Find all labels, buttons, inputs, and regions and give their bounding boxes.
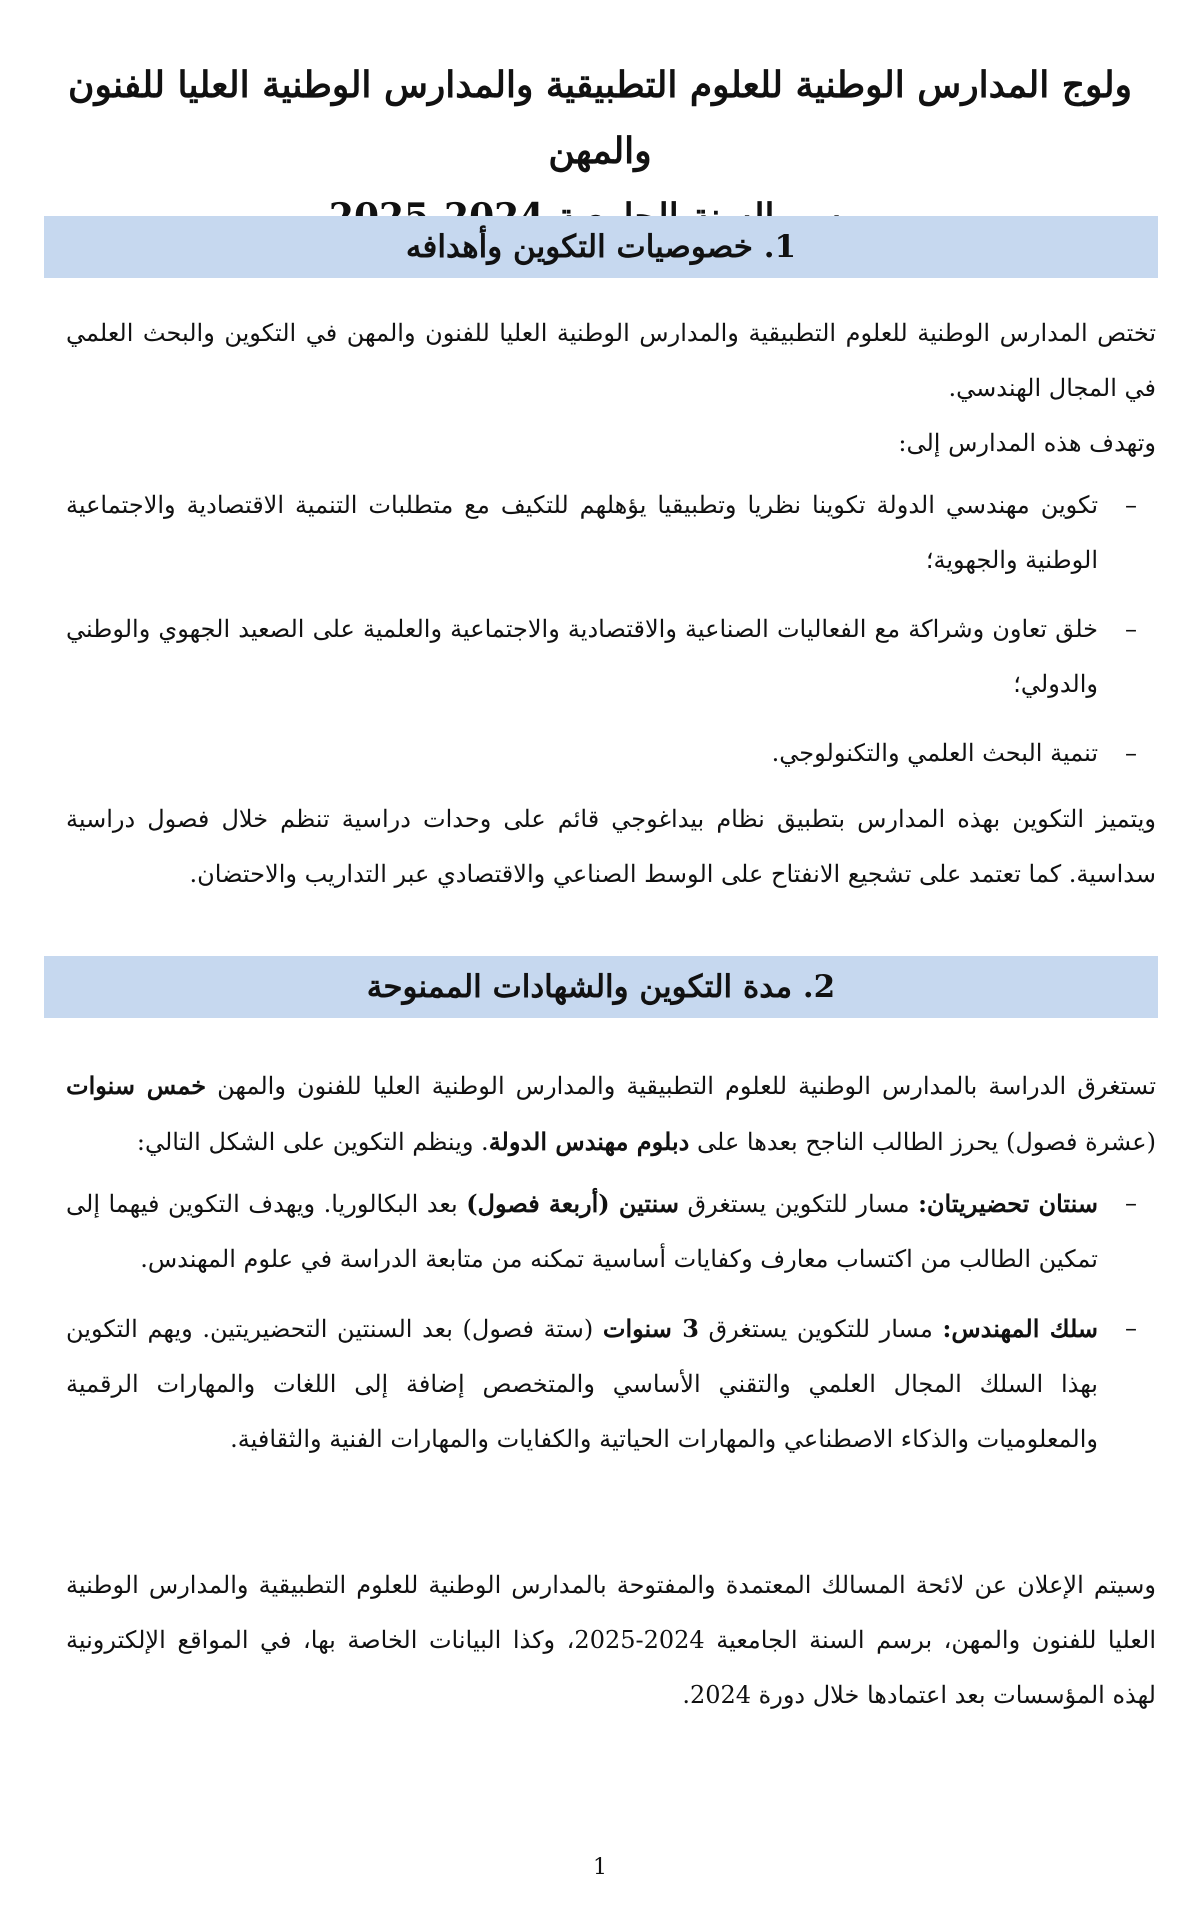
list-item [66, 1301, 1156, 1467]
list-item-bold: 3 سنوات [602, 1314, 699, 1343]
list-item-text: (ستة فصول) بعد السنتين التحضيريتين. ويهم التكوين بهذا السلك المجال العلمي والتقني الأساسي والمتخصص إضافة إلى اللغات والمهارات الرقمية والمعلوميات والذكاء الاصطناعي والمهارات الحياتية والكفايات والمهارات الفنية والثقافية. [66, 1315, 1098, 1453]
list-item [66, 726, 1156, 781]
section-1-intro: تختص المدارس الوطنية للعلوم التطبيقية والمدارس الوطنية العليا للفنون والمهن في التكوين والبحث العلمي في المجال الهندسي. [66, 319, 1157, 402]
list-item-text: بعد البكالوريا. ويهدف التكوين فيهما إلى تمكين الطالب من اكتساب معارف وكفايات أساسية تمكنه من متابعة الدراسة في علوم المهندس. [66, 1190, 1098, 1273]
section-2-program-list [66, 1176, 1156, 1467]
section-2-intro [66, 1058, 1156, 1170]
list-item-text: خلق تعاون وشراكة مع الفعاليات الصناعية والاقتصادية والاجتماعية والعلمية على الصعيد الجهوي والوطني والدولي؛ [66, 615, 1098, 698]
dash-bullet-icon: – [1125, 615, 1137, 643]
list-item-text: مسار للتكوين يستغرق [698, 1315, 943, 1343]
dash-bullet-icon: – [1125, 739, 1137, 767]
intro-diploma-bold: دبلوم مهندس الدولة [488, 1127, 690, 1156]
section-1-aims-intro: وتهدف هذه المدارس إلى: [898, 429, 1156, 457]
page-number: 1 [593, 1855, 607, 1880]
dash-bullet-icon: – [1125, 491, 1137, 519]
section-1-aims-list [66, 478, 1156, 781]
dash-bullet-icon: – [1125, 1314, 1137, 1342]
intro-text: . وينظم التكوين على الشكل التالي: [136, 1128, 489, 1156]
list-item [66, 478, 1156, 588]
list-item [66, 1176, 1156, 1287]
list-item [66, 602, 1156, 712]
intro-duration-bold: خمس سنوات [66, 1071, 207, 1100]
section-1-heading: 1. خصوصيات التكوين وأهدافه [44, 216, 1158, 278]
section-2-closing: وسيتم الإعلان عن لائحة المسالك المعتمدة والمفتوحة بالمدارس الوطنية للعلوم التطبيقية والمدارس الوطنية العليا للفنون والمهن، برسم السنة الجامعية 2024-2025، وكذا البيانات الخاصة بها، في المواقع الإلكترونية لهذه المؤسسات بعد اعتمادها خلال دورة 2024. [66, 1571, 1156, 1709]
list-item-label: سلك المهندس: [942, 1314, 1098, 1343]
intro-text: تستغرق الدراسة بالمدارس الوطنية للعلوم التطبيقية والمدارس الوطنية العليا للفنون والمهن [206, 1072, 1157, 1100]
section-1-closing: ويتميز التكوين بهذه المدارس بتطبيق نظام بيداغوجي قائم على وحدات دراسية تنظم خلال فصول دراسية سداسية. كما تعتمد على تشجيع الانفتاح على الوسط الصناعي والاقتصادي عبر التداريب والاحتضان. [66, 805, 1156, 888]
list-item-text: تكوين مهندسي الدولة تكوينا نظريا وتطبيقيا يؤهلهم للتكيف مع متطلبات التنمية الاقتصادية والاجتماعية الوطنية والجهوية؛ [66, 491, 1098, 574]
intro-text: (عشرة فصول) يحرز الطالب الناجح بعدها على [689, 1128, 1156, 1156]
title-line-1: ولوج المدارس الوطنية للعلوم التطبيقية والمدارس الوطنية العليا للفنون والمهن [68, 64, 1132, 172]
list-item-text: تنمية البحث العلمي والتكنولوجي. [771, 739, 1098, 767]
dash-bullet-icon: – [1125, 1189, 1137, 1217]
list-item-text: مسار للتكوين يستغرق [678, 1190, 919, 1218]
section-2-heading: 2. مدة التكوين والشهادات الممنوحة [44, 956, 1158, 1018]
list-item-label: سنتان تحضيريتان: [918, 1189, 1099, 1218]
list-item-bold: سنتين (أربعة فصول) [466, 1189, 679, 1218]
